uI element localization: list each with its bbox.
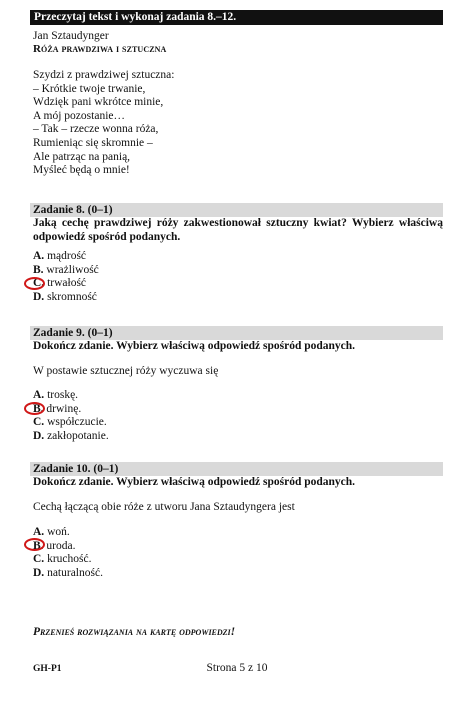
- option-d[interactable]: D. naturalność.: [33, 566, 103, 579]
- task-9-options: [33, 389, 109, 443]
- task-10-instruction: Dokończ zdanie. Wybierz właściwą odpowiedź spośród podanych.: [33, 476, 356, 488]
- poem-line: A mój pozostanie…: [33, 109, 125, 122]
- poem-line: Szydzi z prawdziwej sztuczna:: [33, 69, 175, 81]
- exam-code: GH-P1: [33, 664, 62, 674]
- task-8-options: [33, 250, 99, 304]
- transfer-answers-note: Przenieś rozwiązania na kartę odpowiedzi!: [33, 626, 236, 638]
- option-c[interactable]: C. kruchość.: [33, 553, 92, 565]
- option-a[interactable]: A. woń.: [33, 526, 70, 538]
- poem-line: Wdzięk pani wkrótce minie,: [33, 96, 164, 109]
- answer-mark-circle: [24, 277, 45, 290]
- option-c[interactable]: C. współczucie.: [33, 416, 107, 428]
- option-b[interactable]: B. drwinę.: [33, 402, 82, 415]
- poem-line: Rumieniąc się skromnie –: [33, 136, 153, 149]
- section-header: Przeczytaj tekst i wykonaj zadania 8.–12.: [30, 10, 443, 25]
- poem-line: – Tak – rzecze wonna róża,: [33, 123, 159, 136]
- option-a[interactable]: A. mądrość: [33, 250, 87, 262]
- option-b[interactable]: B. uroda.: [33, 539, 76, 552]
- task-10-options: [33, 526, 103, 580]
- poem-line: Ale patrząc na panią,: [33, 150, 131, 163]
- poem-line: – Krótkie twoje trwanie,: [33, 82, 146, 95]
- option-d[interactable]: D. skromność: [33, 290, 97, 303]
- poem-line: Myśleć będą o mnie!: [33, 164, 130, 177]
- poem-author: Jan Sztaudynger: [33, 30, 109, 42]
- task-9-instruction: Dokończ zdanie. Wybierz właściwą odpowiedź spośród podanych.: [33, 340, 356, 352]
- task-9-question: W postawie sztucznej róży wyczuwa się: [33, 365, 219, 377]
- task-8-heading: Zadanie 8. (0–1): [30, 203, 443, 217]
- option-b[interactable]: B. wrażliwość: [33, 263, 99, 276]
- poem-text: [33, 69, 174, 178]
- option-a[interactable]: A. troskę.: [33, 389, 79, 401]
- poem-title: Róża prawdziwa i sztuczna: [33, 43, 167, 55]
- task-8-instruction: Jaką cechę prawdziwej róży zakwestionował sztuczny kwiat? Wybierz właściwą odpowiedź spośród podanych.: [33, 217, 443, 243]
- page-number: Strona 5 z 10: [206, 662, 268, 674]
- option-c[interactable]: C. trwałość: [33, 277, 87, 289]
- task-9-heading: Zadanie 9. (0–1): [30, 326, 443, 340]
- answer-mark-circle: [24, 402, 45, 415]
- task-10-heading: Zadanie 10. (0–1): [30, 462, 443, 476]
- answer-mark-circle: [24, 538, 45, 551]
- task-10-question: Cechą łączącą obie róże z utworu Jana Sztaudyngera jest: [33, 501, 295, 513]
- option-d[interactable]: D. zakłopotanie.: [33, 429, 109, 442]
